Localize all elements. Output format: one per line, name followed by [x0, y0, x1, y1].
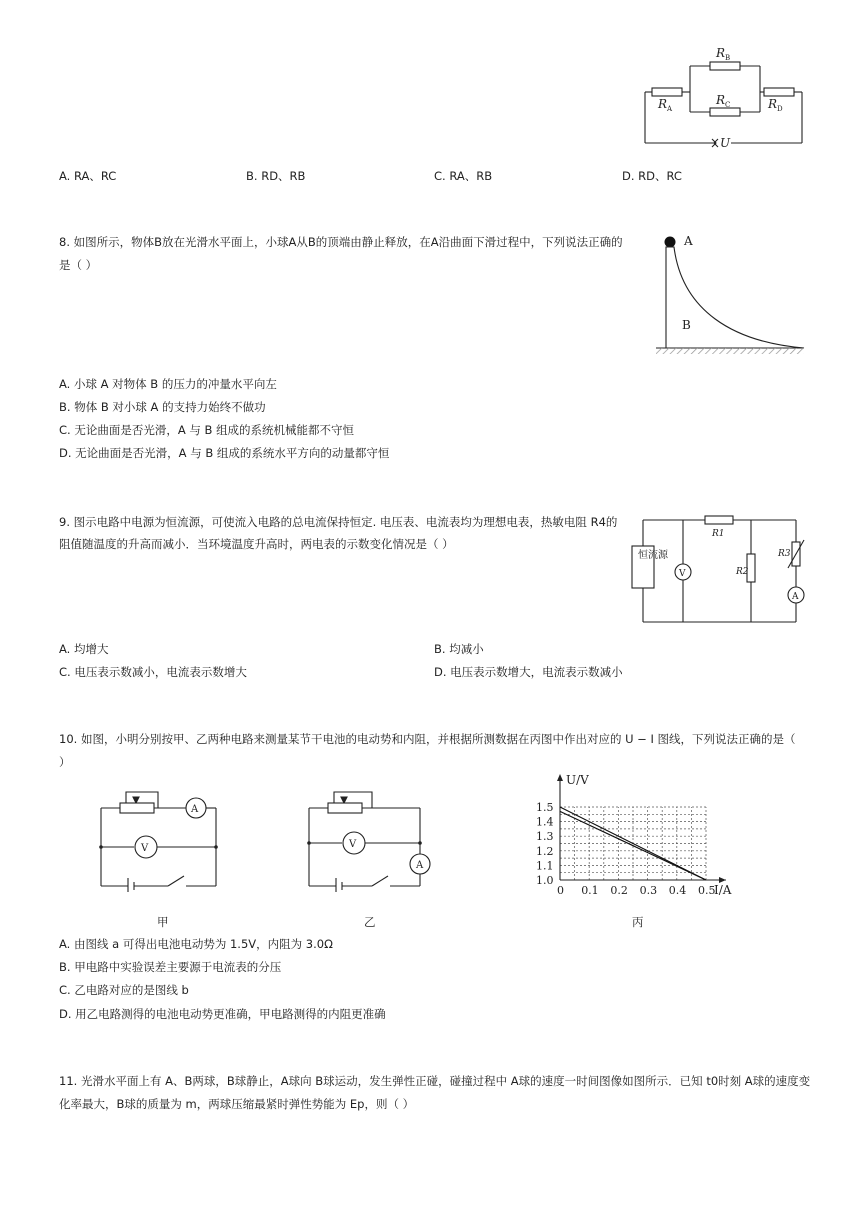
y-axis-label: U/V: [566, 773, 589, 787]
q7-option-a[interactable]: A. RA、RC: [59, 169, 117, 183]
label-a: A: [684, 234, 693, 248]
r1-label: R1: [712, 529, 725, 539]
caption-bing: 丙: [632, 915, 644, 929]
ra-label: $R_A$: [658, 97, 673, 113]
r3-label: R3: [778, 549, 791, 559]
ball-a: [665, 237, 676, 248]
y-tick-label: 1.5: [536, 801, 554, 814]
q10-option-c[interactable]: C. 乙电路对应的是图线 b: [59, 983, 189, 997]
rc-label: $R_C$: [716, 93, 731, 109]
y-tick-label: 1.2: [536, 844, 554, 858]
x-tick-label: 0.5: [698, 884, 716, 897]
q10-option-d[interactable]: D. 用乙电路测得的电池电动势更准确，甲电路测得的内阻更准确: [59, 1007, 386, 1021]
q10-option-a[interactable]: A. 由图线 a 可得出电池电动势为 1.5V，内阻为 3.0Ω: [59, 937, 333, 951]
y-tick-label: 1.1: [536, 859, 554, 873]
circuit-yi: [304, 780, 434, 892]
x-axis-label: I/A: [714, 883, 732, 897]
q8-option-d[interactable]: D. 无论曲面是否光滑，A 与 B 组成的系统水平方向的动量都守恒: [59, 446, 390, 460]
x-tick-label: 0.1: [581, 884, 599, 897]
q10-option-b[interactable]: B. 甲电路中实验误差主要源于电流表的分压: [59, 960, 282, 974]
caption-jia: 甲: [157, 915, 169, 929]
q9-option-c[interactable]: C. 电压表示数减小，电流表示数增大: [59, 665, 247, 679]
rb-label: $R_B$: [716, 46, 731, 62]
q9-stem-line2: 阻值随温度的升高而减小．当环境温度升高时，两电表的示数变化情况是（ ）: [59, 537, 454, 551]
r2-label: R2: [736, 567, 749, 577]
circuit-jia: [96, 780, 224, 892]
q7-option-b[interactable]: B. RD、RB: [246, 169, 306, 183]
chart-axes: [557, 774, 726, 883]
x-tick-label: 0.3: [639, 884, 658, 897]
label-b: B: [682, 318, 691, 332]
y-tick-label: 1.0: [536, 874, 554, 887]
q10-stem-line2: ）: [59, 755, 71, 769]
q11-stem-line2: 化率最大，B球的质量为 m，两球压缩最紧时弹性势能为 Ep，则（ ）: [59, 1097, 415, 1111]
q11-stem-line1: 11. 光滑水平面上有 A、B两球，B球静止，A球向 B球运动，发生弹性正碰，碰撞过程中 A球的速度一时间图像如图所示．已知 t0时刻 A球的速度变: [59, 1074, 811, 1088]
jia-ammeter-label: A: [191, 804, 199, 815]
q7-option-d[interactable]: D. RD、RC: [622, 169, 682, 183]
source-char-1: 恒流源: [638, 550, 668, 561]
x-tick-label: 0.2: [610, 884, 628, 897]
ammeter-label: A: [792, 592, 799, 602]
x-tick-label: 0.4: [668, 884, 687, 897]
q9-option-a[interactable]: A. 均增大: [59, 642, 109, 656]
y-tick-label: 1.3: [536, 830, 554, 844]
rd-label: $R_D$: [768, 97, 783, 113]
voltmeter-label: V: [679, 569, 686, 579]
y-tick-label: 1.4: [536, 815, 554, 829]
q7-circuit-figure: [636, 44, 811, 154]
q7-option-c[interactable]: C. RA、RB: [434, 169, 493, 183]
q8-option-b[interactable]: B. 物体 B 对小球 A 的支持力始终不做功: [59, 400, 266, 414]
chart-ticks: [536, 801, 716, 897]
u-label: U: [720, 136, 731, 150]
q8-stem-line2: 是（ ）: [59, 258, 98, 272]
yi-ammeter-label: A: [416, 860, 424, 871]
x-tick-label: 0: [557, 884, 564, 897]
q8-option-a[interactable]: A. 小球 A 对物体 B 的压力的冲量水平向左: [59, 377, 277, 391]
jia-voltmeter-label: V: [141, 843, 149, 854]
q10-stem-line1: 10. 如图，小明分别按甲、乙两种电路来测量某节干电池的电动势和内阻，并根据所测数据在丙图中作出对应的 U − I 图线，下列说法正确的是（: [59, 732, 796, 746]
q9-circuit-figure: [626, 512, 808, 630]
caption-yi: 乙: [364, 915, 376, 929]
q9-option-d[interactable]: D. 电压表示数增大，电流表示数减小: [434, 665, 623, 679]
q8-option-c[interactable]: C. 无论曲面是否光滑，A 与 B 组成的系统机械能都不守恒: [59, 423, 355, 437]
q9-stem-line1: 9. 图示电路中电源为恒流源，可使流入电路的总电流保持恒定. 电压表、电流表均为理想电表，热敏电阻 R4的: [59, 515, 618, 529]
ui-graph-bing: [530, 770, 750, 900]
q8-slope-figure: [652, 230, 808, 360]
q9-option-b[interactable]: B. 均减小: [434, 642, 484, 656]
y-axis-arrow: [557, 774, 563, 781]
q8-stem-line1: 8. 如图所示，物体B放在光滑水平面上，小球A从B的顶端由静止释放，在A沿曲面下滑过程中，下列说法正确的: [59, 235, 623, 249]
yi-voltmeter-label: V: [349, 839, 357, 850]
